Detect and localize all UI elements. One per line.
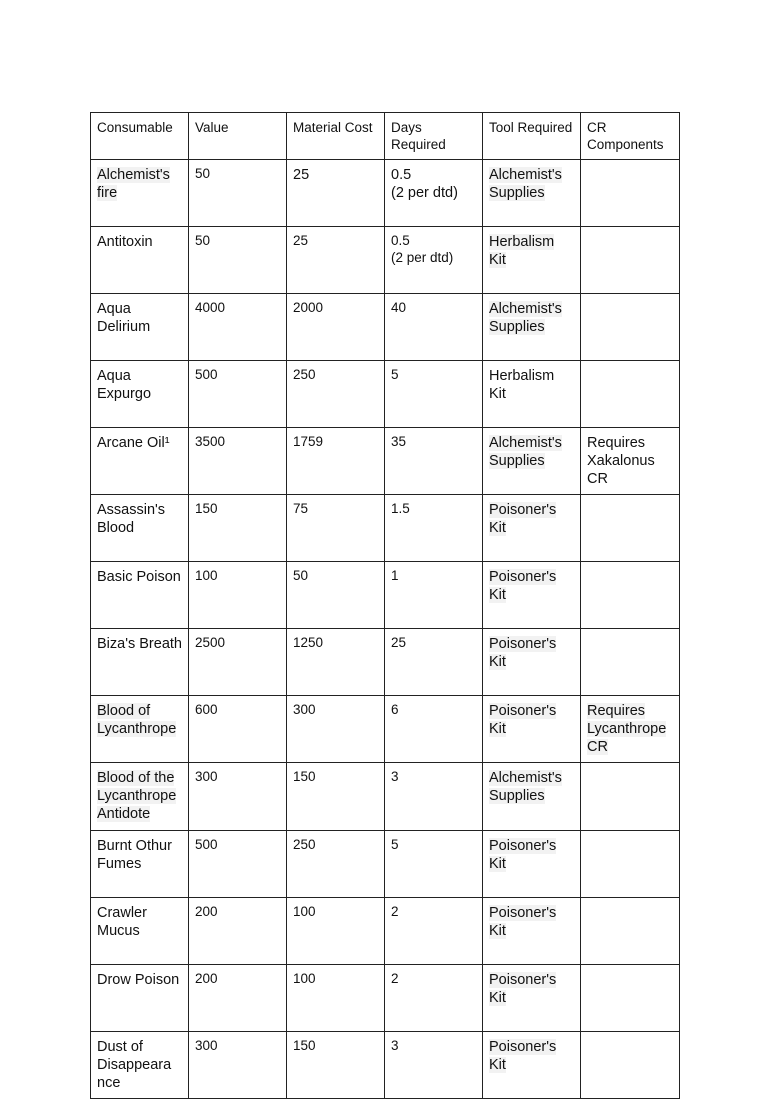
- cell-material-cost: 25: [287, 160, 385, 227]
- cell-cr-components: Requires Xakalonus CR: [581, 428, 680, 495]
- header-tool-required: Tool Required: [483, 113, 581, 160]
- cell-value: 4000: [189, 294, 287, 361]
- cell-value: 50: [189, 160, 287, 227]
- days-note: (2 per dtd): [391, 249, 454, 265]
- cell-value: 300: [189, 1032, 287, 1099]
- cell-consumable: Biza's Breath: [91, 629, 189, 696]
- cell-tool-required: Poisoner's Kit: [483, 965, 581, 1032]
- table-row: [91, 898, 680, 965]
- cell-days-required: 25: [385, 629, 483, 696]
- cell-consumable: Blood of the Lycanthrope Antidote: [91, 763, 189, 831]
- cell-tool-required: Herbalism Kit: [483, 227, 581, 294]
- table-header: [91, 113, 680, 160]
- cell-cr-components: [581, 965, 680, 1032]
- cell-cr-components: [581, 831, 680, 898]
- cell-days-required: [385, 160, 483, 227]
- cell-tool-required: Poisoner's Kit: [483, 495, 581, 562]
- header-cr-components: CR Components: [581, 113, 680, 160]
- table-body: [91, 160, 680, 1099]
- cell-cr-components: Requires Lycanthrope CR: [581, 696, 680, 763]
- cell-value: 600: [189, 696, 287, 763]
- cell-cr-components: [581, 294, 680, 361]
- header-material-cost: Material Cost: [287, 113, 385, 160]
- cell-tool-required: Poisoner's Kit: [483, 1032, 581, 1099]
- cell-consumable: Arcane Oil¹: [91, 428, 189, 495]
- cell-days-required: 2: [385, 898, 483, 965]
- days-primary: 0.5: [391, 233, 410, 248]
- cell-tool-required: Alchemist's Supplies: [483, 294, 581, 361]
- cell-material-cost: 1759: [287, 428, 385, 495]
- cell-value: 500: [189, 831, 287, 898]
- cell-tool-required: Alchemist's Supplies: [483, 428, 581, 495]
- cell-days-required: 6: [385, 696, 483, 763]
- cell-days-required: 35: [385, 428, 483, 495]
- cell-days-required: 2: [385, 965, 483, 1032]
- table-row: [91, 696, 680, 763]
- header-value: Value: [189, 113, 287, 160]
- cell-cr-components: [581, 495, 680, 562]
- header-row: [91, 113, 680, 160]
- table-row: [91, 160, 680, 227]
- cell-cr-components: [581, 227, 680, 294]
- cell-days-required: 1.5: [385, 495, 483, 562]
- cell-consumable: Basic Poison: [91, 562, 189, 629]
- days-primary: 0.5: [391, 167, 412, 183]
- cell-cr-components: [581, 629, 680, 696]
- cell-consumable: Drow Poison: [91, 965, 189, 1032]
- table-row: [91, 562, 680, 629]
- table-row: [91, 361, 680, 428]
- cell-cr-components: [581, 898, 680, 965]
- cell-value: 2500: [189, 629, 287, 696]
- cell-tool-required: Herbalism Kit: [483, 361, 581, 428]
- cell-consumable: Crawler Mucus: [91, 898, 189, 965]
- cell-value: 150: [189, 495, 287, 562]
- cell-days-required: 3: [385, 1032, 483, 1099]
- cell-days-required: 40: [385, 294, 483, 361]
- table-row: [91, 965, 680, 1032]
- table-row: [91, 495, 680, 562]
- cell-cr-components: [581, 160, 680, 227]
- cell-days-required: 5: [385, 361, 483, 428]
- cell-material-cost: 150: [287, 763, 385, 831]
- cell-tool-required: Poisoner's Kit: [483, 696, 581, 763]
- cell-material-cost: 2000: [287, 294, 385, 361]
- cell-days-required: 1: [385, 562, 483, 629]
- cell-material-cost: 100: [287, 965, 385, 1032]
- cell-value: 200: [189, 965, 287, 1032]
- cell-value: 50: [189, 227, 287, 294]
- table-row: [91, 831, 680, 898]
- cell-consumable: Assassin's Blood: [91, 495, 189, 562]
- days-note: (2 per dtd): [391, 185, 458, 201]
- header-days-required: Days Required: [385, 113, 483, 160]
- cell-days-required: 3: [385, 763, 483, 831]
- cell-material-cost: 50: [287, 562, 385, 629]
- cell-consumable: Alchemist's fire: [91, 160, 189, 227]
- table-row: [91, 227, 680, 294]
- cell-cr-components: [581, 763, 680, 831]
- cell-consumable: Burnt Othur Fumes: [91, 831, 189, 898]
- cell-days-required: [385, 227, 483, 294]
- cell-value: 3500: [189, 428, 287, 495]
- cell-days-required: 5: [385, 831, 483, 898]
- cell-material-cost: 250: [287, 361, 385, 428]
- cell-material-cost: 150: [287, 1032, 385, 1099]
- cell-consumable: Aqua Expurgo: [91, 361, 189, 428]
- cell-tool-required: Poisoner's Kit: [483, 629, 581, 696]
- cell-consumable: Dust of Disappeara nce: [91, 1032, 189, 1099]
- cell-tool-required: Alchemist's Supplies: [483, 763, 581, 831]
- cell-value: 100: [189, 562, 287, 629]
- cell-cr-components: [581, 1032, 680, 1099]
- table-row: [91, 294, 680, 361]
- cell-tool-required: Alchemist's Supplies: [483, 160, 581, 227]
- cell-material-cost: 100: [287, 898, 385, 965]
- cell-tool-required: Poisoner's Kit: [483, 898, 581, 965]
- cell-material-cost: 25: [287, 227, 385, 294]
- cell-consumable: Blood of Lycanthrope: [91, 696, 189, 763]
- cell-consumable: Antitoxin: [91, 227, 189, 294]
- cell-cr-components: [581, 361, 680, 428]
- cell-material-cost: 300: [287, 696, 385, 763]
- cell-cr-components: [581, 562, 680, 629]
- cell-tool-required: Poisoner's Kit: [483, 562, 581, 629]
- cell-consumable: Aqua Delirium: [91, 294, 189, 361]
- cell-value: 300: [189, 763, 287, 831]
- cell-material-cost: 75: [287, 495, 385, 562]
- table-row: [91, 1032, 680, 1099]
- table-row: [91, 629, 680, 696]
- header-consumable: Consumable: [91, 113, 189, 160]
- table-row: [91, 428, 680, 495]
- table-row: [91, 763, 680, 831]
- cell-value: 500: [189, 361, 287, 428]
- consumables-table: [90, 112, 680, 1099]
- cell-value: 200: [189, 898, 287, 965]
- cell-material-cost: 250: [287, 831, 385, 898]
- cell-tool-required: Poisoner's Kit: [483, 831, 581, 898]
- cell-material-cost: 1250: [287, 629, 385, 696]
